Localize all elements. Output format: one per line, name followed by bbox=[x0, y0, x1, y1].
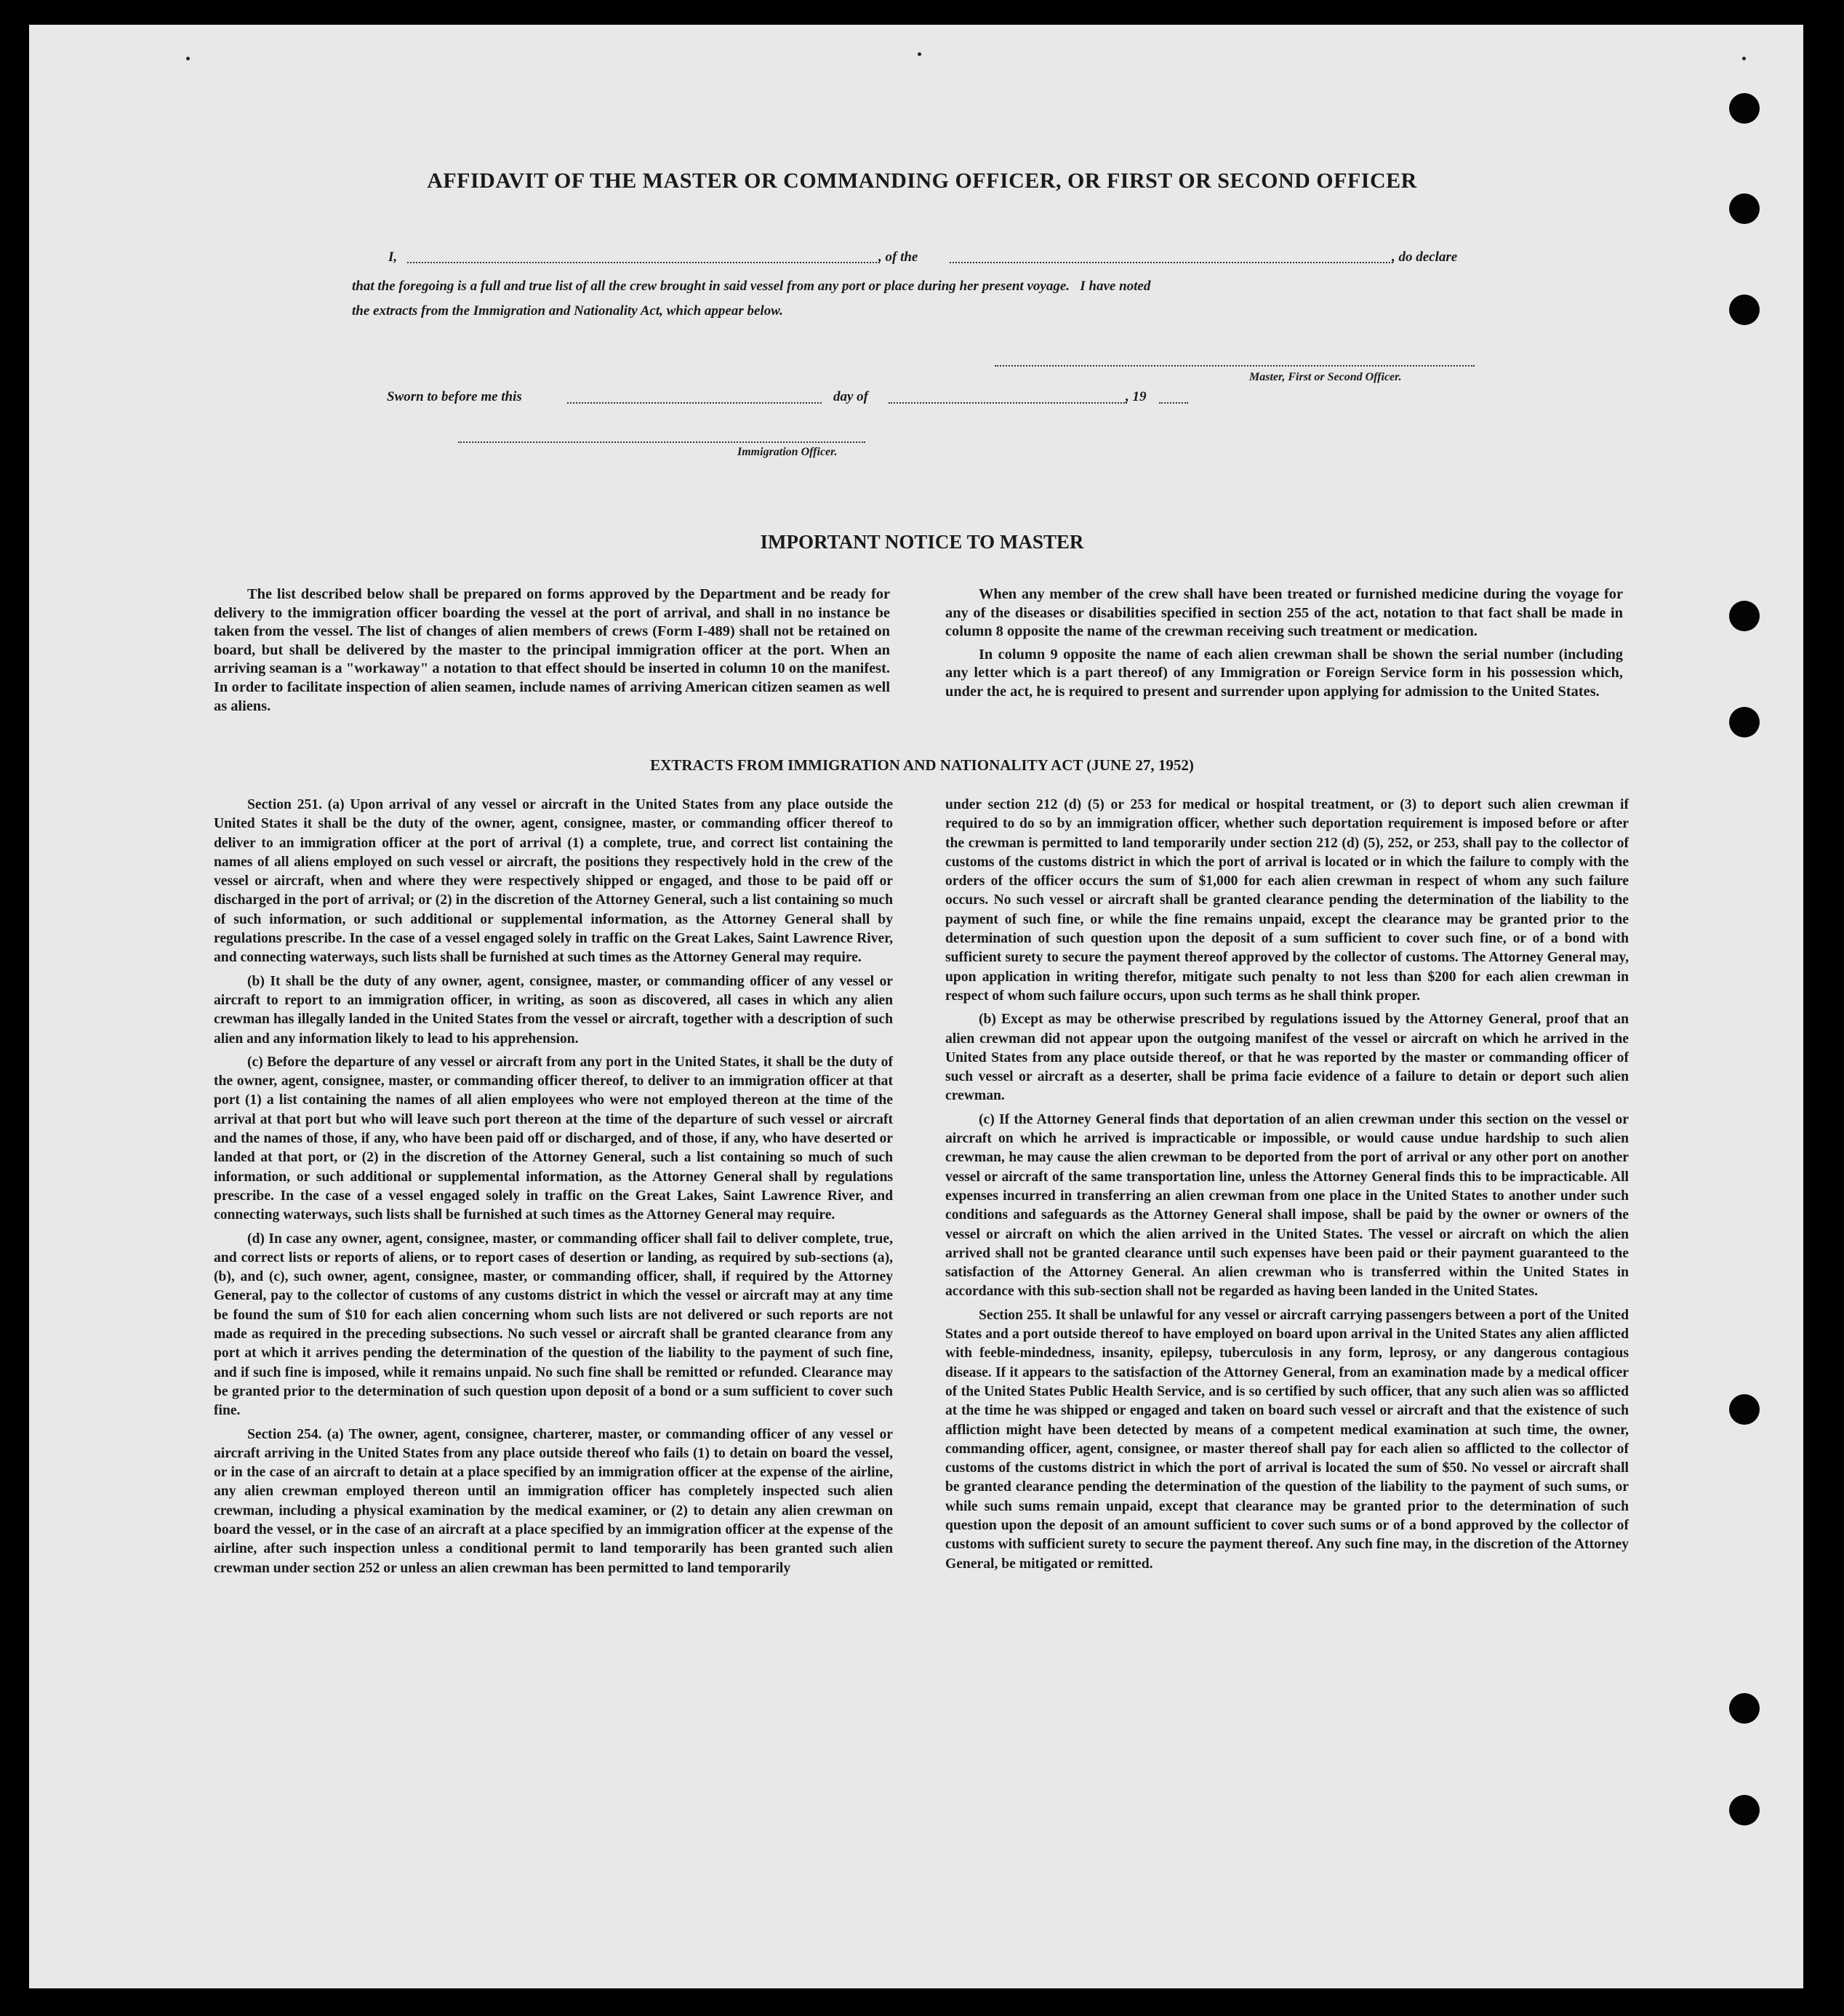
section-paragraph: under section 212 (d) (5) or 253 for medical or hospital treatment, or (3) to deport such alien crewman if required to do so by an immigration officer, whether such deportation requirement is imposed before or after the crewman is permitted to land temporarily under section 212 (d) (5), 252, or 253, shall pay to the collector of customs of the customs district in which the port of arrival is located or in which the failure to comply with the orders of the officer occurs the sum of $1,000 for each alien crewman in respect of whom any such failure occurs. No such vessel or aircraft shall be granted clearance pending the determination of the liability to the payment of such fine, or while the fine remains unpaid, except the clearance may be granted prior to the determination of such question upon the deposit of a sum sufficient to cover such fine, or of a bond with sufficient surety to secure the payment thereof approved by the collector of customs. The Attorney General may, upon application in writing therefor, mitigate such penalty to not less than $200 for each alien crewman in respect of whom such failure occurs, upon such terms as he shall think proper. bbox=[945, 797, 1629, 1004]
binder-hole bbox=[1729, 601, 1760, 631]
extracts-left-column bbox=[214, 796, 893, 1583]
sworn-day-blank[interactable] bbox=[567, 402, 822, 404]
officer-signature-line[interactable] bbox=[458, 441, 865, 443]
binder-hole bbox=[1729, 295, 1760, 325]
page-speck bbox=[186, 57, 190, 60]
sworn-label: Sworn to before me this bbox=[387, 389, 522, 404]
section-paragraph: (c) Before the departure of any vessel or aircraft from any port in the United States, it shall be the duty of the owner, agent, consignee, master, or commanding officer thereof, to deliver to an immigration officer at that port (1) a list containing the names of all alien employees who were not employed thereon at the time of the arrival at that port but who will leave such port thereon at the time of the departure of such vessel or aircraft and the names of those, if any, who have been paid off or discharged, and of those, if any, who have deserted or landed at that port, or (2) in the discretion of the Attorney General, such a list containing so much of such information, or such additional or supplemental information, as the Attorney General shall by regulations prescribe. In the case of a vessel engaged solely in traffic on the Great Lakes, Saint Lawrence River, and connecting waterways, such lists shall be furnished at such times as the Attorney General may require. bbox=[214, 1054, 893, 1223]
notice-left-column bbox=[214, 585, 890, 720]
section-paragraph: (c) If the Attorney General finds that deportation of an alien crewman under this section on the vessel or aircraft on which he arrived is impracticable or impossible, or would cause undue hardship to such alien crewman, he may cause the alien crewman to be deported from the port of arrival or any other port on another vessel or aircraft of the same transportation line, unless the Attorney General finds this to be impracticable. All expenses incurred in transferring an alien crewman from one place in the United States to another under such conditions and safeguards as the Attorney General shall impose, shall be paid by the owner or owners of the vessel or aircraft on which the alien arrived in the United States. The vessel or aircraft on which the alien arrived shall not be granted clearance until such expenses have been paid or their payment guaranteed to the satisfaction of the Attorney General. An alien crewman who is transferred within the United States in accordance with this sub-section shall not be regarded as having been landed in the United States. bbox=[945, 1111, 1629, 1300]
affidavit-i-label: I, bbox=[388, 249, 398, 265]
affidavit-of-the-label: , of the bbox=[878, 249, 918, 265]
section-paragraph: (d) In case any owner, agent, consignee, master, or commanding officer shall fail to deliver complete, true, and correct lists or reports of aliens, or to report cases of desertion or landing, as required by sub-sections (a), (b), and (c), such owner, agent, consignee, master, or commanding officer, shall, if required by the Attorney General, pay to the collector of customs of any customs district in which the vessel or aircraft may at any time be found the sum of $10 for each alien concerning whom such lists are not delivered or such reports are not made as required in the preceding subsections. No such vessel or aircraft shall be granted clearance from any port at which it arrives pending the determination of the question of the liability to the payment of such fine, and if such fine is imposed, while it remains unpaid. No such fine shall be remitted or refunded. Clearance may be granted prior to the determination of such question upon deposit of a bond or a sum sufficient to cover such fine. bbox=[214, 1231, 893, 1419]
year-label: , 19 bbox=[1126, 389, 1147, 404]
affidavit-declare-label: , do declare bbox=[1392, 249, 1458, 265]
master-caption: Master, First or Second Officer. bbox=[1249, 371, 1402, 383]
vessel-blank[interactable] bbox=[950, 262, 1393, 263]
notice-paragraph: When any member of the crew shall have been treated or furnished medicine during the voyage for any of the diseases or disabilities specified in section 255 of the act, notation to that fact shall be made in column 8 opposite the name of the crewman receiving such treatment or medication. bbox=[945, 586, 1623, 640]
notice-paragraph: In column 9 opposite the name of each alien crewman shall be shown the serial number (including any letter which is a part thereof) of any Immigration or Foreign Service form in his possession which, under the act, he is required to present and surrender upon applying for admission to the United States. bbox=[945, 646, 1623, 700]
sworn-month-blank[interactable] bbox=[889, 402, 1127, 404]
notice-title: IMPORTANT NOTICE TO MASTER bbox=[760, 531, 1084, 553]
notice-paragraph: The list described below shall be prepared on forms approved by the Department and be ready for delivery to the immigration officer boarding the vessel at the port of arrival, and shall in no instance be taken from the vessel. The list of changes of alien members of crews (Form I-489) shall not be retained on board, but shall be delivered by the master to the principal immigration officer at the port. When an arriving seaman is a "workaway" a notation to that effect should be inserted in column 10 on the manifest. In order to facilitate inspection of alien seamen, include names of arriving American citizen seamen as well as aliens. bbox=[214, 586, 890, 714]
extracts-right-column bbox=[945, 796, 1629, 1578]
name-blank[interactable] bbox=[407, 262, 880, 263]
affidavit-extracts-line: the extracts from the Immigration and Nationality Act, which appear below. bbox=[352, 303, 783, 319]
extracts-title: EXTRACTS FROM IMMIGRATION AND NATIONALITY ACT (JUNE 27, 1952) bbox=[650, 756, 1194, 774]
section-paragraph: Section 254. (a) The owner, agent, consignee, charterer, master, or commanding officer of any vessel or aircraft arriving in the United States from any place outside thereof who fails (1) to detain on board the vessel, or in the case of an aircraft to detain at a place specified by an immigration officer at the expense of the airline, any alien crewman employed thereon until an immigration officer has completely inspected such alien crewman, including a physical examination by the medical examiner, or (2) to detain any alien crewman on board the vessel, or in the case of an aircraft at a place specified by an immigration officer at the expense of the airline, after such inspection unless a conditional permit to land temporarily has been granted such alien crewman under section 252 or unless an alien crewman has been permitted to land temporarily bbox=[214, 1426, 893, 1576]
binder-hole bbox=[1729, 1795, 1760, 1825]
officer-caption: Immigration Officer. bbox=[737, 446, 838, 458]
day-of-label: day of bbox=[833, 389, 869, 404]
binder-hole bbox=[1729, 1394, 1760, 1425]
binder-hole bbox=[1729, 193, 1760, 224]
page-speck bbox=[1742, 57, 1746, 60]
notice-right-column bbox=[945, 585, 1623, 706]
affidavit-title: AFFIDAVIT OF THE MASTER OR COMMANDING OFFICER, OR FIRST OR SECOND OFFICER bbox=[427, 169, 1417, 193]
binder-hole bbox=[1729, 707, 1760, 737]
section-paragraph: Section 251. (a) Upon arrival of any vessel or aircraft in the United States from any place outside the United States it shall be the duty of the owner, agent, consignee, master, or commanding officer thereof to deliver to an immigration officer at the port of arrival (1) a complete, true, and correct list containing the names of all aliens employed on such vessel or aircraft, the positions they respectively hold in the crew of the vessel or aircraft, when and where they were respectively shipped or engaged, and those to be paid off or discharged in the port of arrival; or (2) in the discretion of the Attorney General, such a list containing so much of such information, or such additional or supplemental information, as the Attorney General shall by regulations prescribe. In the case of a vessel engaged solely in traffic on the Great Lakes, Saint Lawrence River, and connecting waterways, such lists shall be furnished at such times as the Attorney General may require. bbox=[214, 797, 893, 966]
section-paragraph: (b) Except as may be otherwise prescribed by regulations issued by the Attorney General, proof that an alien crewman did not appear upon the outgoing manifest of the vessel or aircraft on which he arrived in the United States from any place outside thereof, or that he was reported by the master or commanding officer of such vessel or aircraft as a deserter, shall be prima facie evidence of a failure to detain or deport such alien crewman. bbox=[945, 1012, 1629, 1104]
master-signature-line[interactable] bbox=[995, 365, 1475, 367]
page-speck bbox=[918, 52, 921, 56]
binder-hole bbox=[1729, 93, 1760, 124]
section-paragraph: Section 255. It shall be unlawful for any vessel or aircraft carrying passengers between a port of the United States and a port outside thereof to have employed on board upon arrival in the United States any alien afflicted with feeble-mindedness, insanity, epilepsy, tuberculosis in any form, leprosy, or any dangerous contagious disease. If it appears to the satisfaction of the Attorney General, from an examination made by a medical officer of the United States Public Health Service, and is so certified by such officer, that any such alien was so afflicted at the time he was shipped or engaged and taken on board such vessel or aircraft and that the existence of such affliction might have been detected by means of a competent medical examination at such time, the owner, commanding officer, agent, consignee, or master thereof shall pay for each alien so afflicted to the collector of customs of the customs district in which the port of arrival is located the sum of $50. No vessel or aircraft shall be granted clearance pending the determination of the question of the liability to the payment of such sums, or while such sums remain unpaid, except that clearance may be granted prior to the determination of such question upon the deposit of an amount sufficient to cover such sums or of a bond approved by the collector of customs with sufficient surety to secure the payment thereof. Any such fine may, in the discretion of the Attorney General, be mitigated or remitted. bbox=[945, 1307, 1629, 1572]
section-paragraph: (b) It shall be the duty of any owner, agent, consignee, master, or commanding officer of any vessel or aircraft to report to an immigration officer, in writing, as soon as discovered, all cases in which any alien crewman has illegally landed in the United States from the vessel or aircraft, together with a description of such alien and any information likely to lead to his apprehension. bbox=[214, 973, 893, 1047]
binder-hole bbox=[1729, 1693, 1760, 1724]
affidavit-statement-line: that the foregoing is a full and true list of all the crew brought in said vessel from any port or place during her present voyage. I have noted bbox=[352, 279, 1151, 294]
sworn-year-blank[interactable] bbox=[1159, 402, 1188, 404]
